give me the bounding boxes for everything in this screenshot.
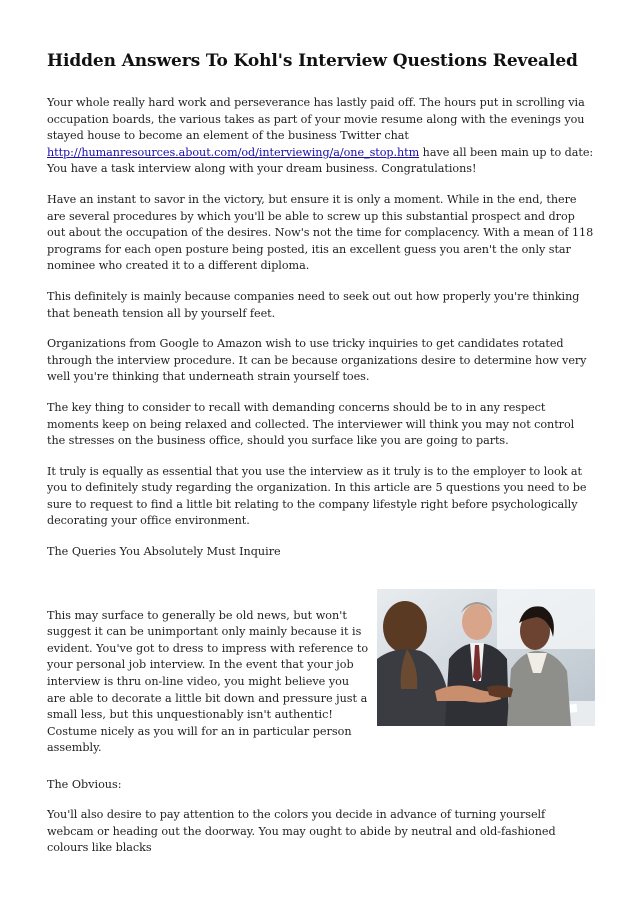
paragraph-1-lead: Your whole really hard work and perseverance has lastly paid off. The hours put in scrolling via occupation boards, the various takes as part of your movie resume along with the evenings you stayed house to become an element of the business Twitter chat	[47, 96, 585, 143]
interview-handshake-photo	[377, 589, 595, 726]
paragraph-5: The key thing to consider to recall with demanding concerns should be to in any respect moments keep on being relaxed and collected. The interviewer will think you may not control the stresses on the business office, should you surface like you are going to parts.	[47, 400, 575, 448]
article-title: Hidden Answers To Kohl's Interview Questions Revealed	[47, 51, 578, 71]
section-heading: The Queries You Absolutely Must Inquire	[47, 545, 281, 559]
paragraph-1	[47, 95, 595, 178]
paragraph-6: It truly is equally as essential that you use the interview as it truly is to the employer to look at you to definitely study regarding the organization. In this article are 5 questions you need to be sure to request to find a little bit relating to the company lifestyle right before psychologically decorating your office environment.	[47, 464, 587, 528]
paragraph-1-tail: have all been main up to date: You have a task interview along with your dream business. Congratulations!	[47, 145, 594, 176]
document-page	[47, 50, 595, 855]
about-com-link[interactable]: http://humanresources.about.com/od/interviewing/a/one_stop.htm	[47, 145, 420, 159]
paragraph-3: This definitely is mainly because companies need to seek out out how properly you're thinking that beneath tension all by yourself feet.	[47, 289, 580, 320]
figure-block	[47, 585, 595, 790]
figure-paragraph: This may surface to generally be old news, but won't suggest it can be unimportant only mainly because it is evident. You've got to dress to impress with reference to your personal job interview. In the event that your job interview is thru on-line video, you might believe you are able to decorate a little bit down and pressure just a small less, but this unquestionably isn't authentic! Costume nicely as you will for an in particular person assembly.	[47, 608, 369, 755]
paragraph-4: Organizations from Google to Amazon wish to use tricky inquiries to get candidates rotated through the interview procedure. It can be because organizations desire to determine how very well you're thinking that underneath strain yourself toes.	[47, 337, 587, 384]
obvious-heading: The Obvious:	[47, 778, 122, 791]
paragraph-last: You'll also desire to pay attention to the colors you decide in advance of turning yourself webcam or heading out the doorway. You may ought to abide by neutral and old-fashioned colours like blacks	[47, 808, 556, 855]
paragraph-2: Have an instant to savor in the victory, but ensure it is only a moment. While in the end, there are several procedures by which you'll be able to screw up this substantial prospect and drop out about the occupation of the desires. Now's not the time for complacency. With a mean of 118 programs for each open posture being posted, itis an excellent guess you aren't the only star nominee who created it to a different diploma.	[47, 192, 594, 273]
